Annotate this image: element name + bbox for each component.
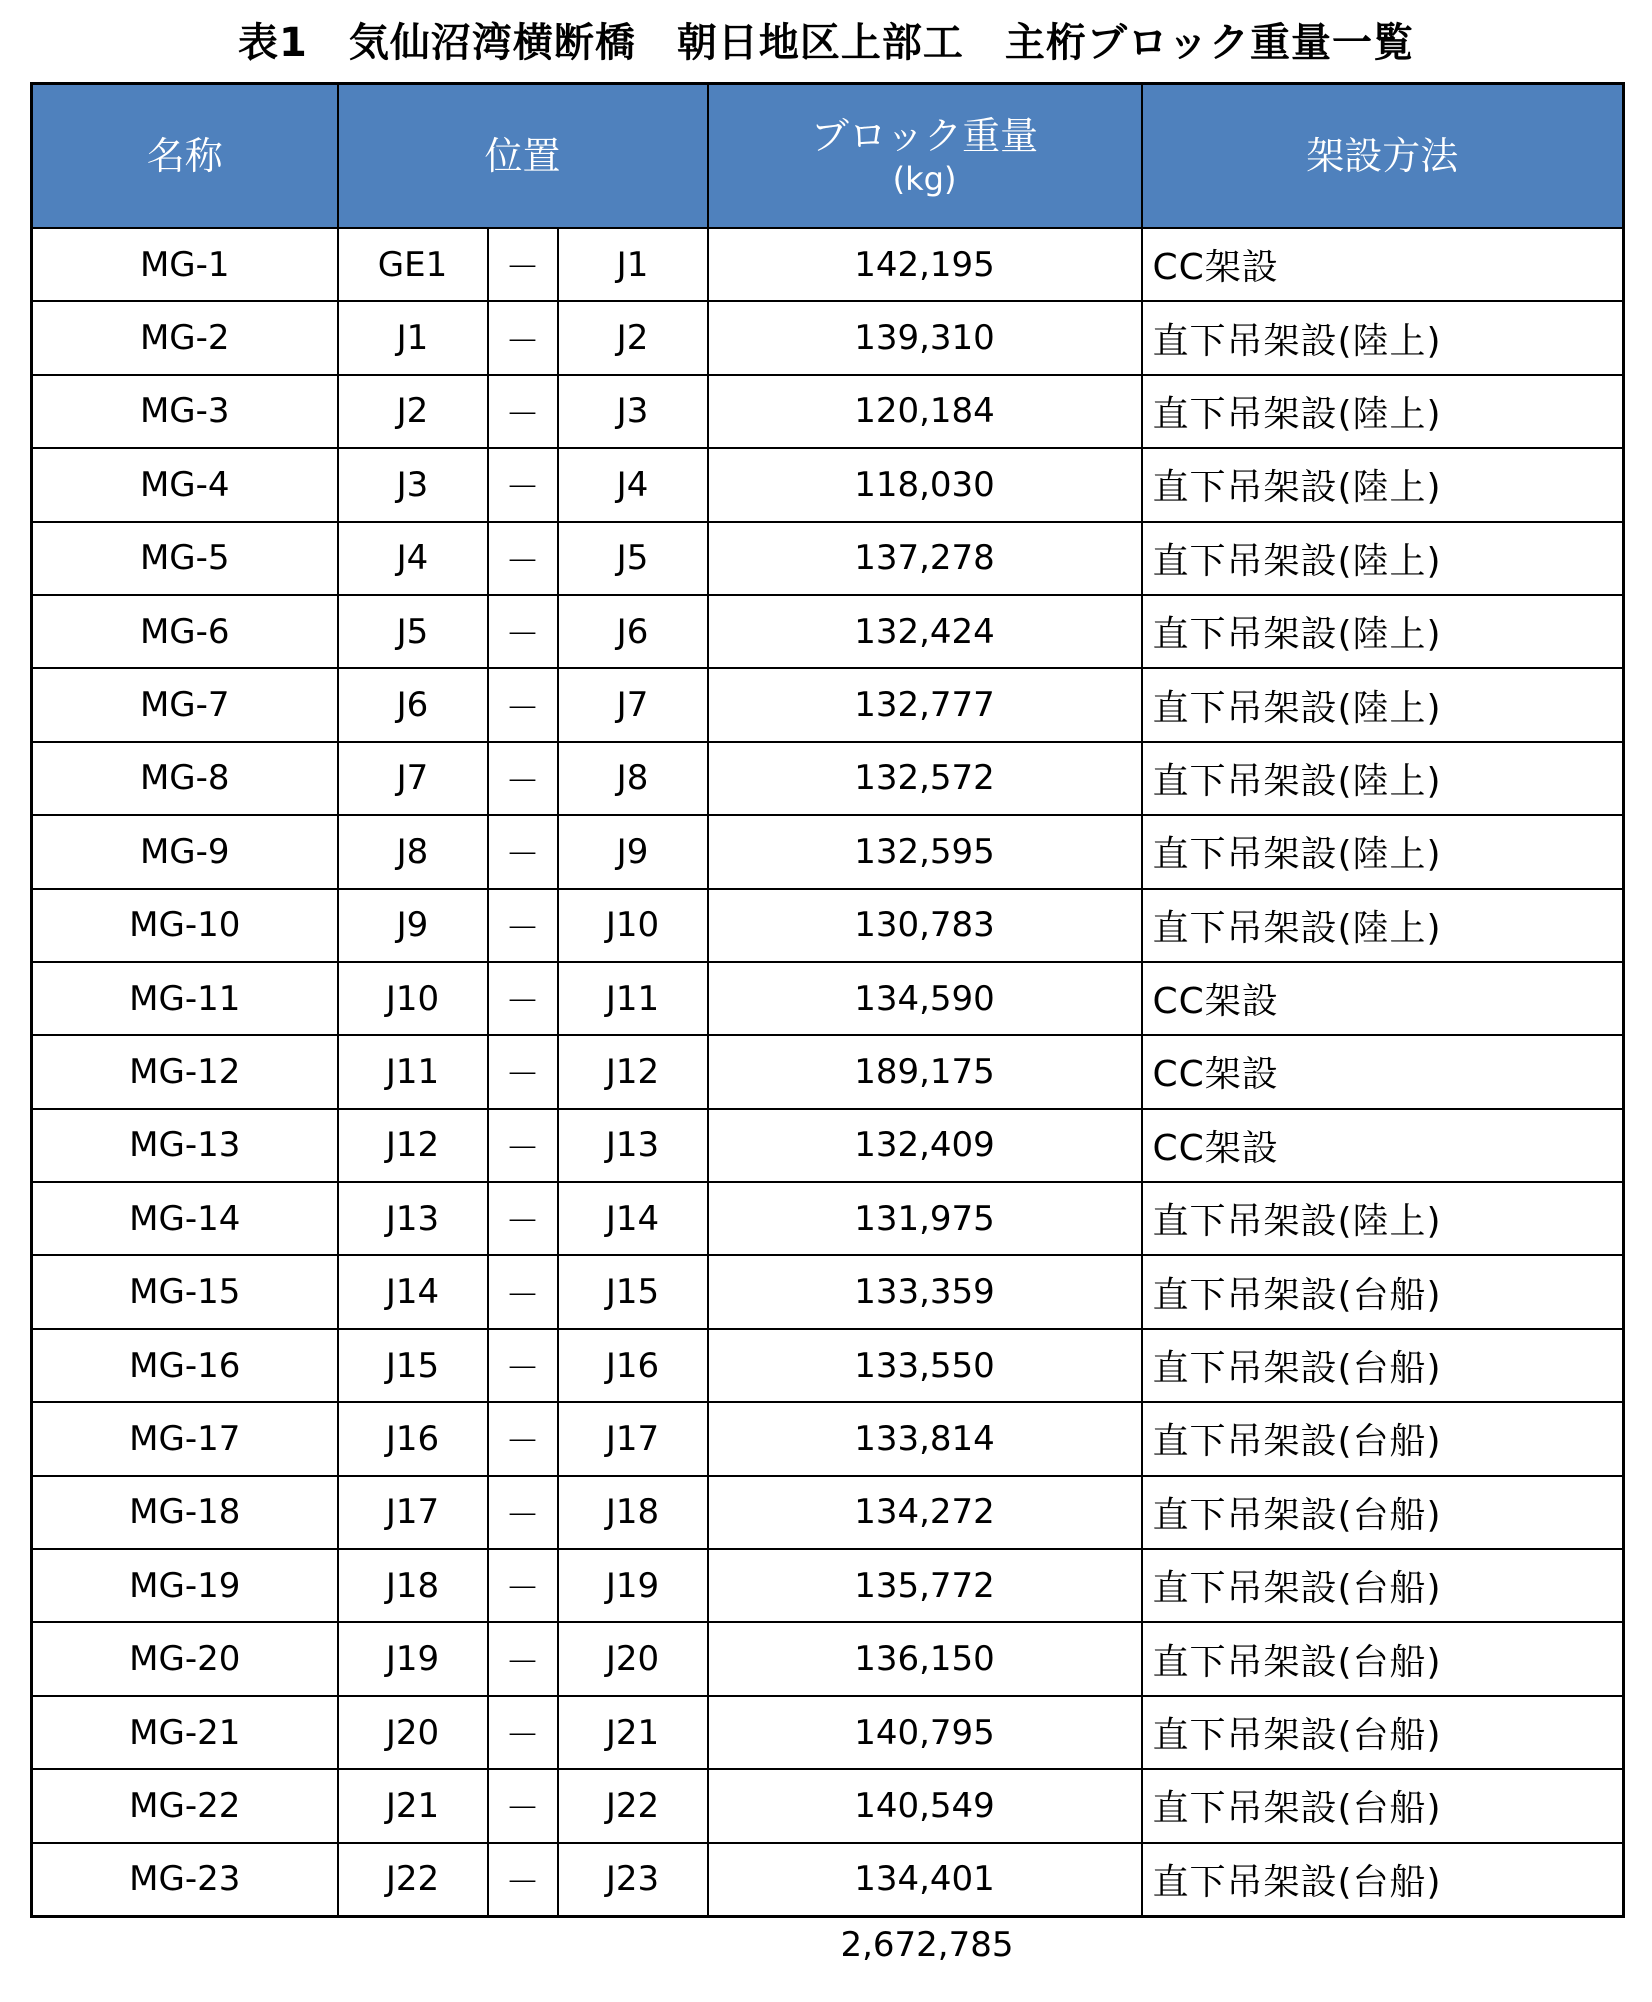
cell-weight: 130,783 — [708, 889, 1142, 962]
cell-weight: 132,595 — [708, 815, 1142, 888]
table-row — [32, 1696, 1624, 1769]
cell-to: J23 — [558, 1843, 708, 1917]
cell-from: J3 — [338, 448, 488, 521]
cell-dash: － — [488, 375, 558, 448]
cell-name: MG-18 — [32, 1476, 338, 1549]
cell-dash: － — [488, 815, 558, 888]
cell-method: 直下吊架設(陸上) — [1142, 742, 1624, 815]
cell-from: J7 — [338, 742, 488, 815]
cell-name: MG-19 — [32, 1549, 338, 1622]
cell-dash: － — [488, 522, 558, 595]
cell-weight: 136,150 — [708, 1622, 1142, 1695]
table-row — [32, 1182, 1624, 1255]
cell-to: J4 — [558, 448, 708, 521]
cell-weight: 133,359 — [708, 1255, 1142, 1328]
cell-from: J2 — [338, 375, 488, 448]
cell-dash: － — [488, 1549, 558, 1622]
table-row — [32, 522, 1624, 595]
table-row — [32, 1109, 1624, 1182]
cell-method: 直下吊架設(陸上) — [1142, 668, 1624, 741]
cell-to: J8 — [558, 742, 708, 815]
cell-name: MG-14 — [32, 1182, 338, 1255]
table-row — [32, 1843, 1624, 1917]
cell-name: MG-22 — [32, 1769, 338, 1842]
cell-weight: 132,777 — [708, 668, 1142, 741]
cell-dash: － — [488, 228, 558, 301]
cell-method: CC架設 — [1142, 962, 1624, 1035]
cell-from: GE1 — [338, 228, 488, 301]
cell-name: MG-8 — [32, 742, 338, 815]
cell-name: MG-6 — [32, 595, 338, 668]
cell-method: 直下吊架設(台船) — [1142, 1255, 1624, 1328]
cell-dash: － — [488, 1329, 558, 1402]
header-weight — [708, 84, 1142, 229]
cell-weight: 118,030 — [708, 448, 1142, 521]
table-row — [32, 1476, 1624, 1549]
cell-name: MG-3 — [32, 375, 338, 448]
cell-to: J5 — [558, 522, 708, 595]
cell-name: MG-9 — [32, 815, 338, 888]
cell-name: MG-7 — [32, 668, 338, 741]
cell-weight: 132,424 — [708, 595, 1142, 668]
cell-name: MG-23 — [32, 1843, 338, 1917]
cell-name: MG-16 — [32, 1329, 338, 1402]
cell-to: J22 — [558, 1769, 708, 1842]
cell-weight: 140,795 — [708, 1696, 1142, 1769]
cell-to: J19 — [558, 1549, 708, 1622]
cell-from: J17 — [338, 1476, 488, 1549]
cell-dash: － — [488, 448, 558, 521]
table-row — [32, 742, 1624, 815]
table-row — [32, 1769, 1624, 1842]
cell-from: J21 — [338, 1769, 488, 1842]
cell-to: J18 — [558, 1476, 708, 1549]
cell-from: J10 — [338, 962, 488, 1035]
cell-method: 直下吊架設(陸上) — [1142, 889, 1624, 962]
cell-method: 直下吊架設(陸上) — [1142, 301, 1624, 374]
cell-dash: － — [488, 889, 558, 962]
cell-to: J14 — [558, 1182, 708, 1255]
cell-name: MG-17 — [32, 1402, 338, 1475]
cell-weight: 132,409 — [708, 1109, 1142, 1182]
cell-to: J13 — [558, 1109, 708, 1182]
table-row — [32, 595, 1624, 668]
table-row — [32, 1622, 1624, 1695]
cell-weight: 134,590 — [708, 962, 1142, 1035]
cell-method: 直下吊架設(陸上) — [1142, 815, 1624, 888]
cell-method: 直下吊架設(台船) — [1142, 1476, 1624, 1549]
cell-method: 直下吊架設(台船) — [1142, 1622, 1624, 1695]
cell-to: J16 — [558, 1329, 708, 1402]
cell-method: 直下吊架設(台船) — [1142, 1843, 1624, 1917]
cell-weight: 133,814 — [708, 1402, 1142, 1475]
table-row — [32, 668, 1624, 741]
cell-dash: － — [488, 1109, 558, 1182]
cell-to: J9 — [558, 815, 708, 888]
header-weight-label: ブロック重量 — [810, 114, 1039, 158]
cell-weight: 131,975 — [708, 1182, 1142, 1255]
cell-from: J16 — [338, 1402, 488, 1475]
cell-weight: 142,195 — [708, 228, 1142, 301]
cell-from: J20 — [338, 1696, 488, 1769]
cell-to: J7 — [558, 668, 708, 741]
cell-dash: － — [488, 1402, 558, 1475]
cell-method: 直下吊架設(台船) — [1142, 1696, 1624, 1769]
cell-from: J15 — [338, 1329, 488, 1402]
cell-name: MG-13 — [32, 1109, 338, 1182]
cell-dash: － — [488, 962, 558, 1035]
cell-to: J10 — [558, 889, 708, 962]
cell-dash: － — [488, 1476, 558, 1549]
cell-dash: － — [488, 1182, 558, 1255]
cell-name: MG-2 — [32, 301, 338, 374]
cell-method: CC架設 — [1142, 1109, 1624, 1182]
cell-name: MG-20 — [32, 1622, 338, 1695]
table-row — [32, 1549, 1624, 1622]
header-name: 名称 — [32, 84, 338, 229]
cell-name: MG-5 — [32, 522, 338, 595]
cell-dash: － — [488, 1255, 558, 1328]
cell-from: J19 — [338, 1622, 488, 1695]
cell-method: 直下吊架設(陸上) — [1142, 595, 1624, 668]
cell-to: J6 — [558, 595, 708, 668]
table-row — [32, 889, 1624, 962]
cell-from: J22 — [338, 1843, 488, 1917]
cell-name: MG-11 — [32, 962, 338, 1035]
table-title: 表1 気仙沼湾横断橋 朝日地区上部工 主桁ブロック重量一覧 — [237, 20, 1415, 66]
cell-dash: － — [488, 742, 558, 815]
cell-method: 直下吊架設(陸上) — [1142, 522, 1624, 595]
girder-block-weight-table — [30, 82, 1625, 1918]
cell-to: J11 — [558, 962, 708, 1035]
table-row — [32, 301, 1624, 374]
cell-to: J12 — [558, 1035, 708, 1108]
cell-method: 直下吊架設(台船) — [1142, 1769, 1624, 1842]
cell-method: 直下吊架設(台船) — [1142, 1549, 1624, 1622]
cell-method: 直下吊架設(台船) — [1142, 1402, 1624, 1475]
total-weight: 2,672,785 — [840, 1925, 1014, 1965]
cell-name: MG-4 — [32, 448, 338, 521]
cell-weight: 132,572 — [708, 742, 1142, 815]
cell-dash: － — [488, 301, 558, 374]
cell-from: J5 — [338, 595, 488, 668]
cell-from: J9 — [338, 889, 488, 962]
header-row — [32, 84, 1624, 229]
cell-weight: 139,310 — [708, 301, 1142, 374]
cell-weight: 134,272 — [708, 1476, 1142, 1549]
cell-from: J14 — [338, 1255, 488, 1328]
cell-name: MG-10 — [32, 889, 338, 962]
cell-dash: － — [488, 668, 558, 741]
cell-name: MG-1 — [32, 228, 338, 301]
cell-name: MG-15 — [32, 1255, 338, 1328]
table-row — [32, 375, 1624, 448]
cell-weight: 133,550 — [708, 1329, 1142, 1402]
table-row — [32, 448, 1624, 521]
cell-from: J18 — [338, 1549, 488, 1622]
cell-method: 直下吊架設(陸上) — [1142, 448, 1624, 521]
cell-from: J13 — [338, 1182, 488, 1255]
cell-method: 直下吊架設(陸上) — [1142, 375, 1624, 448]
cell-to: J1 — [558, 228, 708, 301]
cell-method: 直下吊架設(陸上) — [1142, 1182, 1624, 1255]
cell-method: 直下吊架設(台船) — [1142, 1329, 1624, 1402]
cell-weight: 137,278 — [708, 522, 1142, 595]
header-position: 位置 — [338, 84, 708, 229]
table-row — [32, 1402, 1624, 1475]
cell-method: CC架設 — [1142, 1035, 1624, 1108]
cell-weight: 120,184 — [708, 375, 1142, 448]
cell-to: J20 — [558, 1622, 708, 1695]
table-row — [32, 1329, 1624, 1402]
cell-method: CC架設 — [1142, 228, 1624, 301]
table-row — [32, 228, 1624, 301]
table-row — [32, 1255, 1624, 1328]
cell-weight: 140,549 — [708, 1769, 1142, 1842]
cell-weight: 135,772 — [708, 1549, 1142, 1622]
cell-to: J3 — [558, 375, 708, 448]
cell-from: J6 — [338, 668, 488, 741]
header-weight-unit: (kg) — [892, 160, 957, 198]
cell-name: MG-21 — [32, 1696, 338, 1769]
table-body — [32, 228, 1624, 1916]
cell-dash: － — [488, 1843, 558, 1917]
table-row — [32, 815, 1624, 888]
cell-from: J12 — [338, 1109, 488, 1182]
cell-to: J17 — [558, 1402, 708, 1475]
cell-dash: － — [488, 1696, 558, 1769]
cell-weight: 134,401 — [708, 1843, 1142, 1917]
cell-from: J1 — [338, 301, 488, 374]
table-row — [32, 962, 1624, 1035]
cell-name: MG-12 — [32, 1035, 338, 1108]
cell-from: J11 — [338, 1035, 488, 1108]
cell-to: J21 — [558, 1696, 708, 1769]
cell-from: J8 — [338, 815, 488, 888]
cell-dash: － — [488, 1035, 558, 1108]
cell-to: J2 — [558, 301, 708, 374]
cell-from: J4 — [338, 522, 488, 595]
cell-dash: － — [488, 1769, 558, 1842]
cell-dash: － — [488, 595, 558, 668]
cell-to: J15 — [558, 1255, 708, 1328]
header-method: 架設方法 — [1142, 84, 1624, 229]
table-row — [32, 1035, 1624, 1108]
cell-weight: 189,175 — [708, 1035, 1142, 1108]
cell-dash: － — [488, 1622, 558, 1695]
